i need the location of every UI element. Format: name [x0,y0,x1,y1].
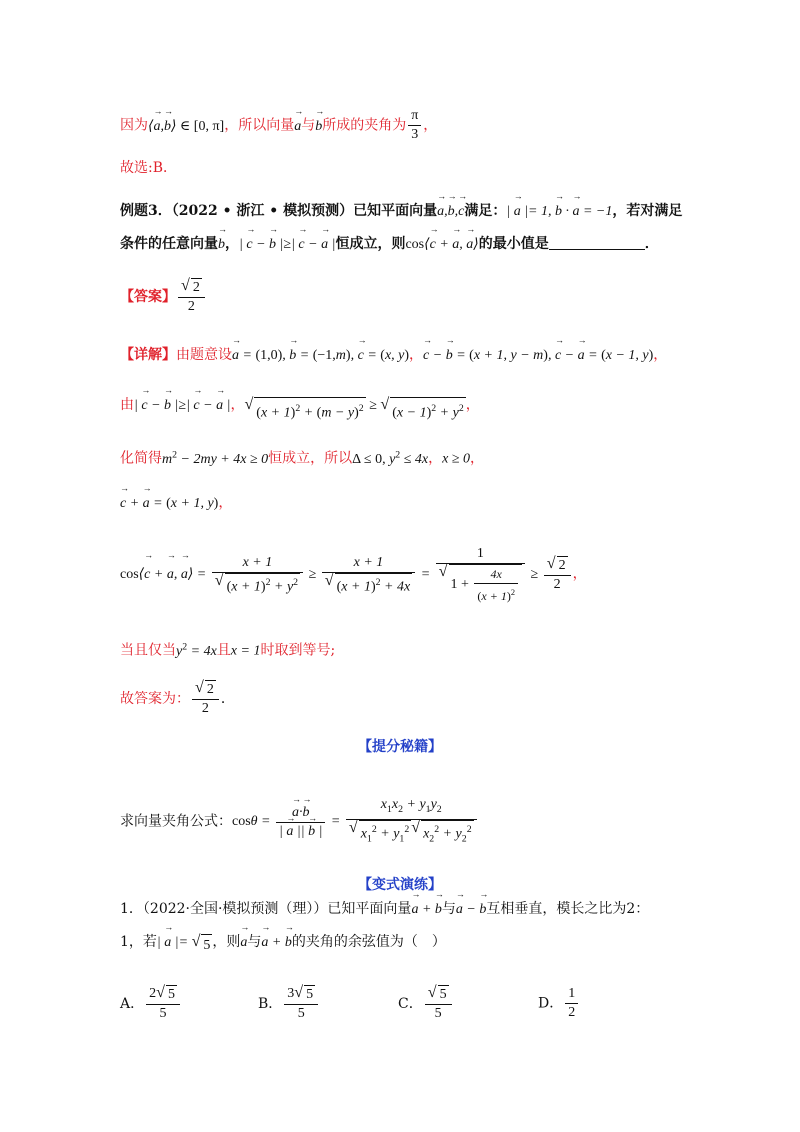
option-d[interactable] [538,985,580,1022]
math-eq-condition: $y^2 = 4x$ [176,641,217,659]
text: 且 [216,642,231,659]
math-vectors: → a,→ b,→ c [437,204,464,219]
tips-formula-line [120,796,479,848]
math-a-plus-b: → a + → b [411,902,441,917]
text: ， [423,117,438,134]
text: 恒成立，所以 [268,450,353,467]
math-angle-range: ⟨→ a,→ b⟩ ∈ [0, π] [148,119,224,134]
math-ineq: | → c − → b |≥| → c − → a | [134,398,230,413]
math-cos-expr: cos⟨→ c + → a, → a⟩ [405,237,478,252]
option-c[interactable] [398,985,454,1023]
math-pi-over-3: $\frac{\pi}{3}$ [408,107,421,144]
text: ， [409,347,424,363]
text: ， [230,397,245,413]
text: 所成的夹角为 [322,117,407,134]
example3-line1 [120,200,682,223]
math-inequality: | → c − → b |≥| → c − → a | [239,237,335,252]
example-label: 例题3． [120,203,172,219]
math-a-plus-b: → a + → b [261,935,291,950]
text: 1．（2022·全国·模拟预测（理））已知平面向量 [120,901,412,917]
text: ， [428,450,443,467]
math-a: → a [294,116,301,138]
option-value: 3 √ 5 5 [284,985,318,1023]
math-norm-a: | → a |= √ 5 [157,935,213,950]
detail-line4 [120,492,232,515]
option-label: C． [398,996,423,1012]
text: 由题意设 [176,347,232,363]
text: 与 [247,934,262,950]
text: 当且仅当 [120,642,176,659]
text: 由 [120,397,134,413]
choice-line [120,157,177,179]
detail-label: 【详解】 [120,347,176,363]
text: 1，若 [120,934,157,950]
example-source: （2022 • 浙江 • 模拟预测） [171,203,354,219]
text: ，则 [212,934,241,950]
detail-line6 [120,636,335,663]
math-a: → a [240,932,247,954]
detail-line5 [120,545,587,605]
text: 互相垂直，模长之比为2： [486,901,650,917]
math-cos-theta-formula: cosθ = → $\frac{a\cdot\to b}{| \to a || \to b |}$ = $x_1x_2 + y_1y_2$ √ $x_1^2 + y_1^2$ √ $x_2^2 + y_2^2$ [232,814,479,829]
text: ， [218,495,233,511]
option-label: D． [538,995,564,1012]
text: ． [220,691,235,707]
math-conditions: | → a |= 1, → b · → a = −1 [506,204,612,219]
math-quadratic: $m^2 - 2my + 4x \ge 0$ [162,449,269,467]
math-a-minus-b: → a − → b [456,902,486,917]
math-b: → b [218,234,225,256]
math-final-answer: √ 2 2 [192,680,219,718]
text: 条件的任意向量 [120,236,218,252]
section-title-practice: 【变式演练】 [358,877,442,893]
option-b[interactable] [258,985,320,1023]
reasoning-line-angle [120,107,437,144]
detail-line7 [120,680,235,718]
text: 已知平面向量 [353,203,438,219]
text: 时取到等号; [260,642,336,659]
math-b: → b [315,116,322,138]
text: ，所以向量 [224,117,295,134]
text: 故答案为： [120,691,190,707]
text: 与 [441,901,456,917]
text: 的最小值是 [478,236,549,252]
answer-label: 【答案】 [120,289,176,305]
text: ． [644,236,659,252]
text: ， [572,566,587,583]
math-discriminant: Δ ≤ 0, $y^2 \le 4x$ [352,449,429,467]
option-value: $\frac{1}{2}$ [565,985,578,1022]
text: 求向量夹角公式： [120,813,232,830]
answer-line [120,278,207,316]
practice-q1-line2 [120,931,446,957]
math-sqrt2-over-2: √ 2 2 [178,278,205,316]
text: 恒成立，则 [335,236,406,252]
text: 化简得 [120,450,162,467]
detail-line2 [120,394,480,425]
text: ， [465,397,480,413]
math-differences: → c − → b = (x + 1, y − m), → c − → a = (x − 1, y) [423,348,653,363]
text: 因为 [120,117,148,134]
practice-q1-line1 [120,898,649,921]
text: ， [470,450,485,467]
text: ， [225,236,239,252]
option-a[interactable] [120,985,182,1023]
option-label: B． [258,996,283,1012]
math-setup: → a = (1,0), → b = (−1,m), → c = (x, y) [232,348,409,363]
answer-blank [549,235,645,250]
detail-line3 [120,444,484,471]
math-x-eq-1: x = 1 [230,643,261,659]
math-sqrt-ineq: √ $(x + 1)^2 + (m - y)^2$ ≥ √ $(x - 1)^2 + y^2$ [244,398,465,413]
text: ， [653,347,668,363]
section-title-tips: 【提分秘籍】 [358,739,442,755]
math-x-nonneg: x ≥ 0 [442,451,471,467]
option-value: √ 5 5 [425,985,452,1023]
text: 与 [301,117,316,134]
text: 的夹角的余弦值为（ ） [291,934,446,950]
text: ，若对满足 [612,203,683,219]
example3-line2 [120,233,659,256]
text: 故选:B． [120,160,178,176]
math-c-plus-a: → c + → a = (x + 1, y) [120,496,218,511]
option-value: 2 √ 5 5 [146,985,180,1023]
text: 满足： [464,203,507,219]
option-label: A． [120,996,145,1012]
detail-line1 [120,344,667,367]
math-cos-chain: cos⟨→ c + → a, → a⟩ = x + 1 √ $(x + 1)^2 + y^2$ ≥ x + 1 √ $(x + 1)^2 + 4x$ = 1 √ 1 + $\frac{4x}{(x + 1)^2}$ ≥ √ 2 2 [120,567,573,582]
